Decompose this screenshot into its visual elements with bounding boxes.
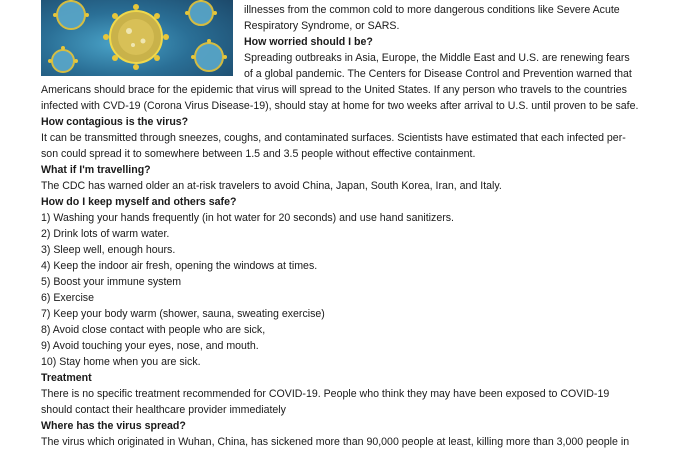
heading-keep-safe: How do I keep myself and others safe? <box>41 196 237 208</box>
worried-line-4: infected with CVD-19 (Corona Virus Disease-19), should stay at home for two weeks after arrival to U.S. until proven to be safe. <box>41 100 639 112</box>
virus-icon <box>41 0 233 76</box>
heading-how-contagious: How contagious is the virus? <box>41 116 189 128</box>
heading-travelling: What if I'm travelling? <box>41 164 151 176</box>
treatment-line-2: should contact their healthcare provider immediately <box>41 404 286 416</box>
heading-treatment: Treatment <box>41 372 92 384</box>
treatment-line-1: There is no specific treatment recommended for COVID-19. People who think they may have been exposed to COVID-19 <box>41 388 610 400</box>
safe-list-item: 10) Stay home when you are sick. <box>41 356 201 368</box>
intro-line-1: illnesses from the common cold to more dangerous conditions like Severe Acute <box>244 4 620 16</box>
contagious-line-2: son could spread it to somewhere between 1.5 and 3.5 people without effective containment. <box>41 148 476 160</box>
heading-virus-spread: Where has the virus spread? <box>41 420 186 432</box>
safe-list-item: 4) Keep the indoor air fresh, opening the windows at times. <box>41 260 318 272</box>
safe-list-item: 5) Boost your immune system <box>41 276 182 288</box>
safe-list-item: 8) Avoid close contact with people who are sick, <box>41 324 266 336</box>
safe-list-item: 1) Washing your hands frequently (in hot water for 20 seconds) and use hand sanitizers. <box>41 212 454 224</box>
safe-list-item: 9) Avoid touching your eyes, nose, and mouth. <box>41 340 259 352</box>
travelling-line-1: The CDC has warned older an at-risk travelers to avoid China, Japan, South Korea, Iran, and Italy. <box>41 180 502 192</box>
spread-line-1: The virus which originated in Wuhan, China, has sickened more than 90,000 people at least, killing more than 3,000 people in <box>41 436 630 448</box>
safe-list-item: 2) Drink lots of warm water. <box>41 228 170 240</box>
safe-list-item: 3) Sleep well, enough hours. <box>41 244 176 256</box>
intro-line-2: Respiratory Syndrome, or SARS. <box>244 20 400 32</box>
heading-how-worried: How worried should I be? <box>244 36 373 48</box>
contagious-line-1: It can be transmitted through sneezes, coughs, and contaminated surfaces. Scientists have estimated that each infected per- <box>41 132 626 144</box>
worried-line-2: of a global pandemic. The Centers for Disease Control and Prevention warned that <box>244 68 632 80</box>
worried-line-3: Americans should brace for the epidemic that virus will spread to the United States. If any person who travels to the countries <box>41 84 627 96</box>
safe-list-item: 7) Keep your body warm (shower, sauna, sweating exercise) <box>41 308 325 320</box>
safe-list-item: 6) Exercise <box>41 292 94 304</box>
coronavirus-illustration <box>41 0 233 76</box>
worried-line-1: Spreading outbreaks in Asia, Europe, the Middle East and U.S. are renewing fears <box>244 52 630 64</box>
